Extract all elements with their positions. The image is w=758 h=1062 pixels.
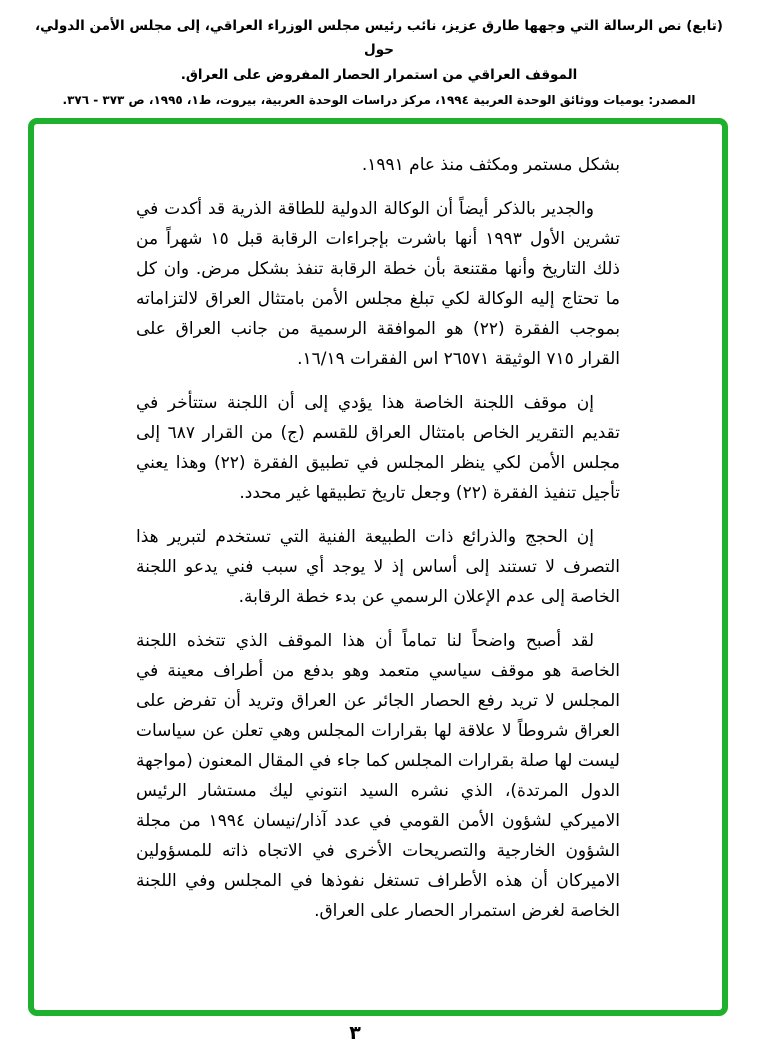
document-frame bbox=[28, 118, 728, 1016]
paragraph-continuation: بشكل مستمر ومكثف منذ عام ١٩٩١. bbox=[361, 155, 620, 175]
page-number: ٣ bbox=[349, 1022, 361, 1044]
paragraph: إن الحجج والذرائع ذات الطبيعة الفنية التي تستخدم لتبرير هذا التصرف لا تستند إلى أساس إذ لا يوجد أي سبب فني يدعو اللجنة الخاصة إلى عدم الإعلان الرسمي عن بدء خطة الرقابة. bbox=[136, 527, 620, 607]
paragraph: لقد أصبح واضحاً لنا تماماً أن هذا الموقف الذي تتخذه اللجنة الخاصة هو موقف سياسي متعمد وهو بدفع من أطراف معينة في المجلس لا تريد رفع الحصار الجائر عن العراق وتريد أن تفرض على العراق شروطاً لا علاقة لها بقرارات المجلس وهي تعلن عن سياسات ليست لها صلة بقرارات المجلس كما جاء في المقال المعنون (مواجهة الدول المرتدة)، الذي نشره السيد انتوني ليك مستشار الرئيس الاميركي لشؤون الأمن القومي في عدد آذار/نيسان ١٩٩٤ من مجلة الشؤون الخارجية والتصريحات الأخرى في الاتجاه ذاته للمسؤولين الاميركان أن هذه الأطراف تستغل نفوذها في المجلس وفي اللجنة الخاصة لغرض استمرار الحصار على العراق. bbox=[136, 631, 620, 921]
header-title-line-2: الموقف العراقي من استمرار الحصار المفروض على العراق. bbox=[180, 67, 578, 83]
letter-body bbox=[136, 150, 620, 926]
paragraph: والجدير بالذكر أيضاً أن الوكالة الدولية للطاقة الذرية قد أكدت في تشرين الأول ١٩٩٣ أنها باشرت بإجراءات الرقابة قبل ١٥ شهراً من ذلك التاريخ وأنها مقتنعة بأن خطة الرقابة تنفذ بشكل مرض. وان كل ما تحتاج إليه الوكالة لكي تبلغ مجلس الأمن بامتثال العراق لالتزاماته بموجب الفقرة (٢٢) هو الموافقة الرسمية من جانب العراق على القرار ٧١٥ الوثيقة ٢٦٥٧١ اس الفقرات ١٦/١٩. bbox=[136, 199, 621, 369]
document-header bbox=[0, 0, 758, 110]
header-title-line-1: (تابع) نص الرسالة التي وجهها طارق عزيز، نائب رئيس مجلس الوزراء العراقي، إلى مجلس الأمن الدولي، حول bbox=[35, 18, 723, 58]
header-source-line: المصدر: يوميات ووثائق الوحدة العربية ١٩٩٤، مركز دراسات الوحدة العربية، بيروت، ط١، ١٩٩٥، ص ٣٧٣ - ٣٧٦. bbox=[62, 93, 696, 107]
paragraph: إن موقف اللجنة الخاصة هذا يؤدي إلى أن اللجنة ستتأخر في تقديم التقرير الخاص بامتثال العراق للقسم (ج) من القرار ٦٨٧ إلى مجلس الأمن لكي ينظر المجلس في تطبيق الفقرة (٢٢) وهذا يعني تأجيل تنفيذ الفقرة (٢٢) وجعل تاريخ تطبيقها غير محدد. bbox=[136, 393, 620, 503]
